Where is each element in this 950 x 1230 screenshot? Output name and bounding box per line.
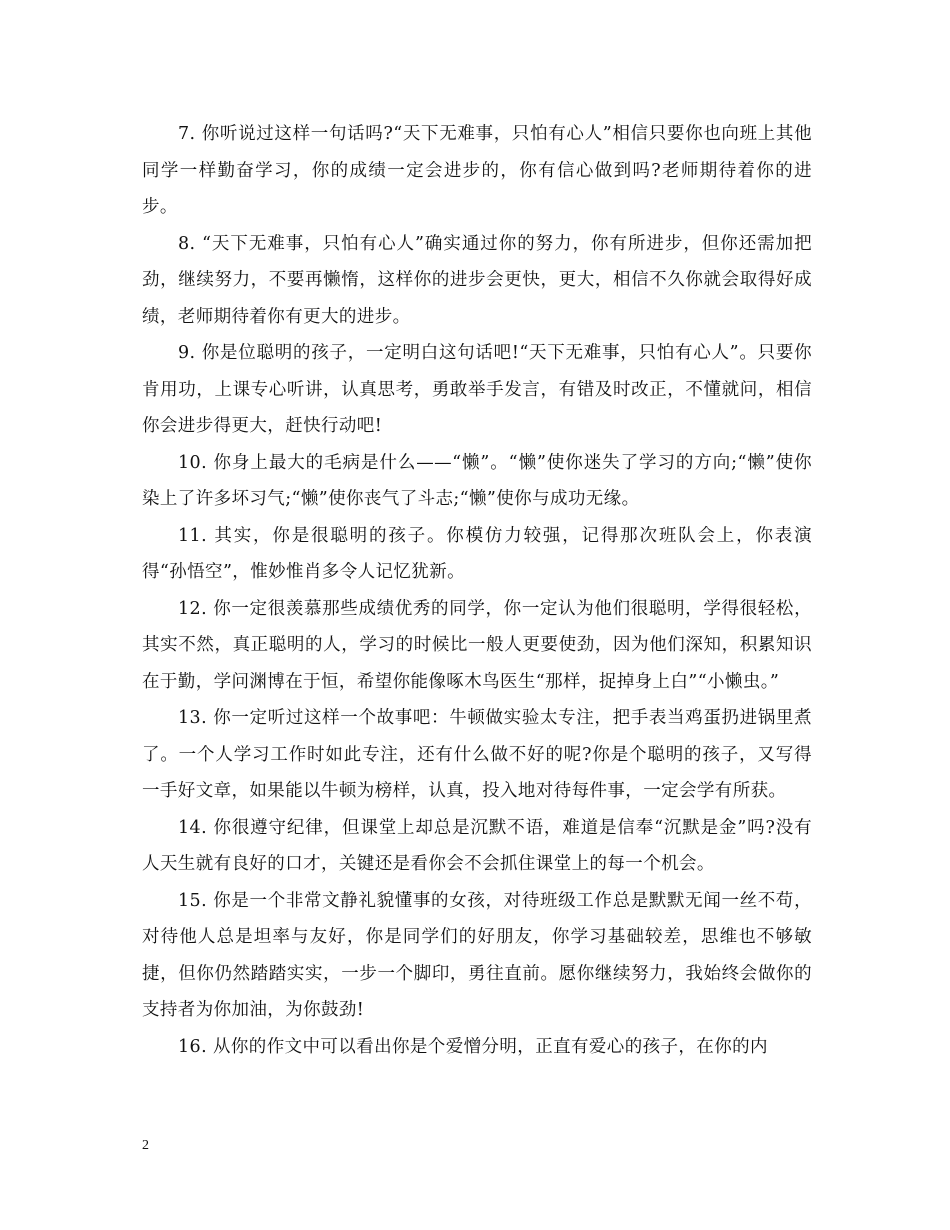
paragraph-12: 12. 你一定很羡慕那些成绩优秀的同学，你一定认为他们很聪明，学得很轻松，其实不然，真正聪明的人，学习的时候比一般人更要使劲，因为他们深知，积累知识在于勤，学问渊博在于恒，希望你能像啄木鸟医生“那样，捉掉身上白”“小懒虫。” <box>142 598 812 692</box>
paragraph-16: 16. 从你的作文中可以看出你是个爱憎分明，正直有爱心的孩子，在你的内 <box>178 1036 768 1057</box>
paragraph-14: 14. 你很遵守纪律，但课堂上却总是沉默不语，难道是信奉“沉默是金”吗?没有人天生就有良好的口才，关键还是看你会不会抓住课堂上的每一个机会。 <box>142 817 812 874</box>
paragraph-10: 10. 你身上最大的毛病是什么——“懒”。“懒”使你迷失了学习的方向;“懒”使你染上了许多坏习气;“懒”使你丧气了斗志;“懒”使你与成功无缘。 <box>142 452 812 509</box>
paragraph-11: 11. 其实，你是很聪明的孩子。你模仿力较强，记得那次班队会上，你表演得“孙悟空”，惟妙惟肖多令人记忆犹新。 <box>142 525 812 582</box>
paragraph-7: 7. 你听说过这样一句话吗?“天下无难事，只怕有心人”相信只要你也向班上其他同学一样勤奋学习，你的成绩一定会进步的，你有信心做到吗?老师期待着你的进步。 <box>142 124 812 217</box>
paragraph-9: 9. 你是位聪明的孩子，一定明白这句话吧!“天下无难事，只怕有心人”。只要你肯用功，上课专心听讲，认真思考，勇敢举手发言，有错及时改正，不懂就问，相信你会进步得更大，赶快行动吧! <box>142 343 812 436</box>
paragraph-13: 13. 你一定听过这样一个故事吧：牛顿做实验太专注，把手表当鸡蛋扔进锅里煮了。一个人学习工作时如此专注，还有什么做不好的呢?你是个聪明的孩子，又写得一手好文章，如果能以牛顿为榜样，认真，投入地对待每件事，一定会学有所获。 <box>142 708 812 801</box>
paragraph-8: 8. “天下无难事，只怕有心人”确实通过你的努力，你有所进步，但你还需加把劲，继续努力，不要再懒惰，这样你的进步会更快，更大，相信不久你就会取得好成绩，老师期待着你有更大的进步。 <box>142 233 812 327</box>
document-body <box>142 116 812 1065</box>
paragraph-15: 15. 你是一个非常文静礼貌懂事的女孩，对待班级工作总是默默无闻一丝不苟，对待他人总是坦率与友好，你是同学们的好朋友，你学习基础较差，思维也不够敏捷，但你仍然踏踏实实，一步一个脚印，勇往直前。愿你继续努力，我始终会做你的支持者为你加油，为你鼓劲! <box>142 890 812 1020</box>
page-number: 2 <box>142 1138 149 1153</box>
